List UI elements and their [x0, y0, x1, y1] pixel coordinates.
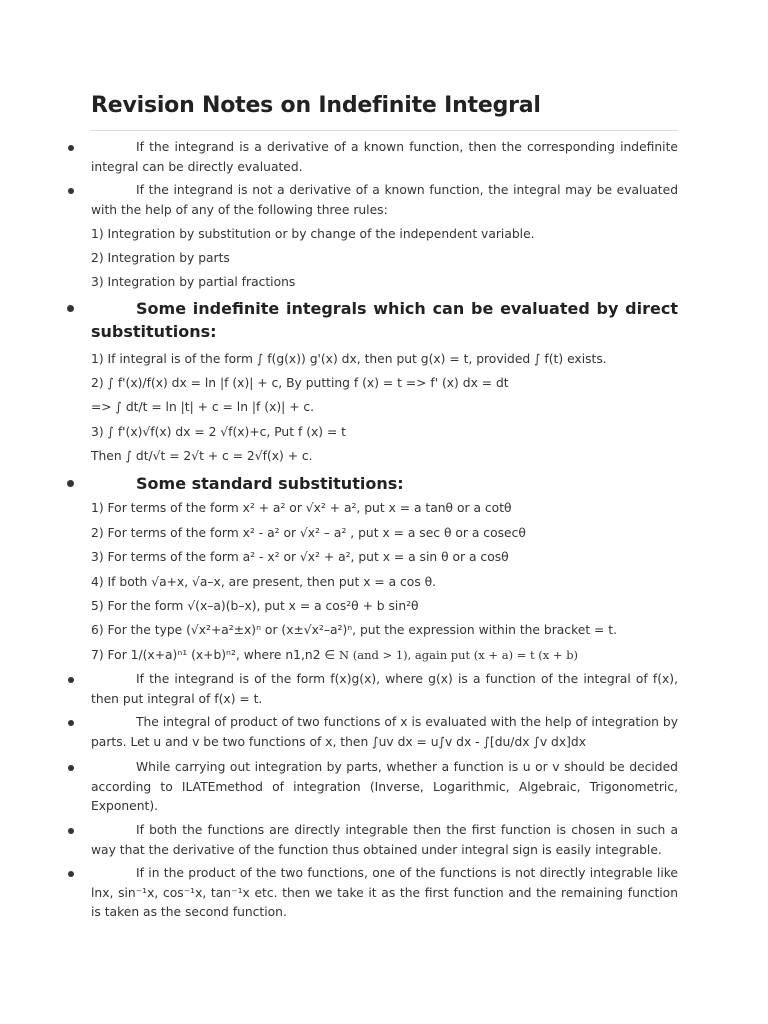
direct-item-2: 2) ∫ f'(x)/f(x) dx = ln |f (x)| + c, By putting f (x) = t => f' (x) dx = dt — [91, 376, 509, 390]
direct-item-3: 3) ∫ f'(x)√f(x) dx = 2 √f(x)+c, Put f (x) = t — [91, 425, 347, 439]
rule-parts: 2) Integration by parts — [91, 251, 230, 265]
note-integration-by-parts: The integral of product of two functions of x is evaluated with the help of integration by parts. Let u and v be two functions of x, then ∫uv dx = u∫v dx - ∫[du/dx ∫v dx]dx — [91, 715, 678, 749]
note-integrand-form: If the integrand is of the form f(x)g(x), where g(x) is a function of the integral of f(x), then put integral of f(x) = t. — [91, 672, 678, 706]
page-title: Revision Notes on Indefinite Integral — [91, 93, 541, 118]
standard-item-7-formula: N (and > 1), again put (x + a) = t (x + b) — [339, 648, 579, 662]
standard-item-4: 4) If both √a+x, √a–x, are present, then put x = a cos θ. — [91, 575, 437, 589]
note-derivative-known: If the integrand is a derivative of a known function, then the corresponding indefinite integral can be directly evaluated. — [91, 140, 678, 174]
standard-item-2: 2) For terms of the form x² - a² or √x² – a² , put x = a sec θ or a cosecθ — [91, 526, 526, 540]
bullet-dot — [68, 828, 74, 834]
direct-item-3-result: Then ∫ dt/√t = 2√t + c = 2√f(x) + c. — [91, 449, 313, 463]
standard-item-3: 3) For terms of the form a² - x² or √x² + a², put x = a sin θ or a cosθ — [91, 550, 509, 564]
note-first-function: If in the product of the two functions, one of the functions is not directly integrable like lnx, sin⁻¹x, cos⁻¹x, tan⁻¹x etc. then we take it as the first function and the remaining function is taken as the second function. — [91, 866, 678, 919]
note-ilate: While carrying out integration by parts, whether a function is u or v should be decided according to ILATEmethod of integration (Inverse, Logarithmic, Algebraic, Trigonometric, Exponent). — [91, 760, 678, 813]
direct-item-1: 1) If integral is of the form ∫ f(g(x)) g'(x) dx, then put g(x) = t, provided ∫ f(t) exists. — [91, 352, 607, 366]
bullet-dot — [68, 188, 74, 194]
bullet-dot — [68, 871, 74, 877]
title-divider — [91, 130, 678, 131]
standard-item-5: 5) For the form √(x–a)(b–x), put x = a cos²θ + b sin²θ — [91, 599, 419, 613]
bullet-dot — [68, 765, 74, 771]
bullet-dot — [68, 677, 74, 683]
bullet-dot — [68, 720, 74, 726]
standard-item-7 — [91, 646, 678, 666]
note-both-integrable: If both the functions are directly integrable then the first function is chosen in such a way that the derivative of the function thus obtained under integral sign is easily integrable. — [91, 823, 678, 857]
section-heading-direct-substitutions: Some indefinite integrals which can be evaluated by direct substitutions: — [91, 299, 678, 341]
standard-item-6: 6) For the type (√x²+a²±x)ⁿ or (x±√x²–a²)ⁿ, put the expression within the bracket = t. — [91, 623, 617, 637]
standard-item-7-text: 7) For 1/(x+a)ⁿ¹ (x+b)ⁿ², where n1,n2 ∈ — [91, 648, 340, 662]
bullet-dot — [68, 145, 74, 151]
bullet-dot — [67, 305, 74, 312]
bullet-dot — [67, 480, 74, 487]
rule-partial-fractions: 3) Integration by partial fractions — [91, 275, 296, 289]
standard-item-1: 1) For terms of the form x² + a² or √x² + a², put x = a tanθ or a cotθ — [91, 501, 512, 515]
note-derivative-unknown: If the integrand is not a derivative of a known function, the integral may be evaluated with the help of any of the following three rules: — [91, 183, 678, 217]
direct-item-2-result: => ∫ dt/t = ln |t| + c = ln |f (x)| + c. — [91, 400, 315, 414]
rule-substitution: 1) Integration by substitution or by change of the independent variable. — [91, 227, 535, 241]
section-heading-standard-substitutions: Some standard substitutions: — [136, 474, 404, 493]
